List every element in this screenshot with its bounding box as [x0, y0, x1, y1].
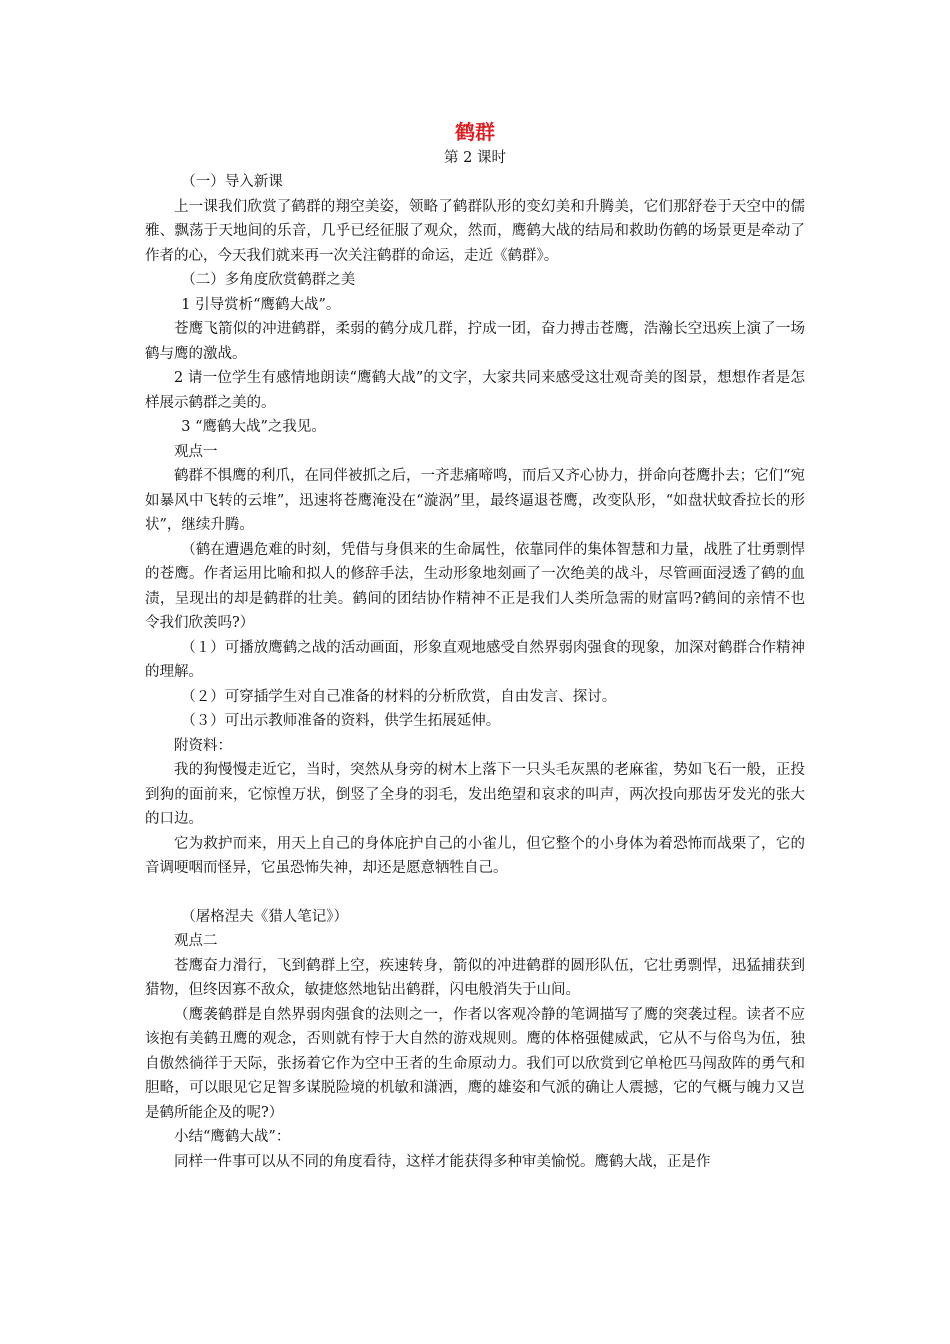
quote-paragraph: 它为救护而来，用天上自己的身体庇护自己的小雀儿，但它整个的小身体为着恐怖而战栗了，它的音调哽咽而怪异，它虽恐怖失神，却还是愿意牺牲自己。 — [145, 835, 805, 876]
body-paragraph: 苍鹰飞箭似的冲进鹤群，柔弱的鹤分成几群，拧成一团，奋力搏击苍鹰，浩瀚长空迅疾上演了一场鹤与鹰的激战。 — [145, 321, 805, 362]
step-heading: 3 “鹰鹤大战”之我见。 — [181, 419, 326, 435]
suggestion-item: （１）可播放鹰鹤之战的活动画面，形象直观地感受自然界弱肉强食的现象，加深对鹤群合作精神的理解。 — [145, 639, 805, 680]
commentary-paragraph: （鹤在遭遇危难的时刻，凭借与身俱来的生命属性，依靠同伴的集体智慧和力量，战胜了壮勇剽悍的苍鹰。作者运用比喻和拟人的修辞手法，生动形象地刻画了一次绝美的战斗，尽管画面浸透了鹤的血渍，呈现出的却是鹤群的壮美。鹤间的团结协作精神不正是我们人类所急需的财富吗?鹤间的亲情不也令我们欣羡吗?） — [145, 541, 805, 631]
body-paragraph: 2 请一位学生有感情地朗读“鹰鹤大战”的文字，大家共同来感受这壮观奇美的图景，想想作者是怎样展示鹤群之美的。 — [145, 370, 805, 411]
document-page — [145, 118, 805, 1174]
lesson-subtitle: 第 2 课时 — [444, 150, 506, 166]
summary-heading: 小结“鹰鹤大战”： — [174, 1129, 291, 1145]
commentary-paragraph: （鹰袭鹤群是自然界弱肉强食的法则之一，作者以客观冷静的笔调描写了鹰的突袭过程。读者不应该抱有美鹤丑鹰的观念，否则就有悖于大自然的游戏规则。鹰的体格强健威武，它从不与俗鸟为伍，独自傲然徜徉于天际，张扬着它作为空中王者的生命原动力。我们可以欣赏到它单枪匹马闯敌阵的勇气和胆略，可以眼见它足智多谋脱险境的机敏和潇洒，鹰的雄姿和气派的确让人震撼，它的气概与魄力又岂是鹤所能企及的呢?） — [145, 1006, 805, 1121]
suggestion-item: （２）可穿插学生对自己准备的材料的分析欣赏，自由发言、探讨。 — [181, 688, 617, 705]
body-paragraph: 鹤群不惧鹰的利爪，在同伴被抓之后，一齐悲痛啼鸣，而后又齐心协力，拼命向苍鹰扑去；它们“宛如暴风中飞转的云堆”，迅速将苍鹰淹没在“漩涡”里，最终逼退苍鹰，改变队形，“如盘状蚊香拉长的形状”，继续升腾。 — [145, 468, 805, 533]
body-paragraph: 同样一件事可以从不同的角度看待，这样才能获得多种审美愉悦。鹰鹤大战，正是作 — [174, 1153, 711, 1170]
viewpoint-heading: 观点一 — [174, 443, 218, 460]
body-paragraph: 苍鹰奋力滑行，飞到鹤群上空，疾速转身，箭似的冲进鹤群的圆形队伍，它壮勇剽悍，迅猛捕获到猎物，但终因寡不敌众，敏捷悠然地钻出鹤群，闪电般消失于山间。 — [145, 957, 805, 998]
document-title: 鹤群 — [455, 120, 495, 144]
quote-paragraph: 我的狗慢慢走近它，当时，突然从身旁的树木上落下一只头毛灰黑的老麻雀，势如飞石一般，正投到狗的面前来，它惊惶万状，倒竖了全身的羽毛，发出绝望和哀求的叫声，两次投向那齿牙发光的张大的口边。 — [145, 762, 805, 827]
section-heading: （一）导入新课 — [181, 174, 283, 190]
step-heading: 1 引导赏析“鹰鹤大战”。 — [181, 296, 341, 313]
appendix-heading: 附资料： — [174, 737, 232, 754]
viewpoint-heading: 观点二 — [174, 933, 218, 949]
suggestion-item: （３）可出示教师准备的资料，供学生拓展延伸。 — [181, 713, 501, 729]
citation: （屠格涅夫《猎人笔记》） — [181, 908, 348, 925]
body-paragraph: 上一课我们欣赏了鹤群的翔空美姿，领略了鹤群队形的变幻美和升腾美，它们那舒卷于天空中的儒雅、飘荡于天地间的乐音，几乎已经征服了观众，然而，鹰鹤大战的结局和救助伤鹤的场景更是牵动了作者的心，今天我们就来再一次关注鹤群的命运，走近《鹤群》。 — [145, 198, 805, 264]
section-heading: （二）多角度欣赏鹤群之美 — [181, 272, 356, 288]
spacer — [145, 881, 805, 905]
